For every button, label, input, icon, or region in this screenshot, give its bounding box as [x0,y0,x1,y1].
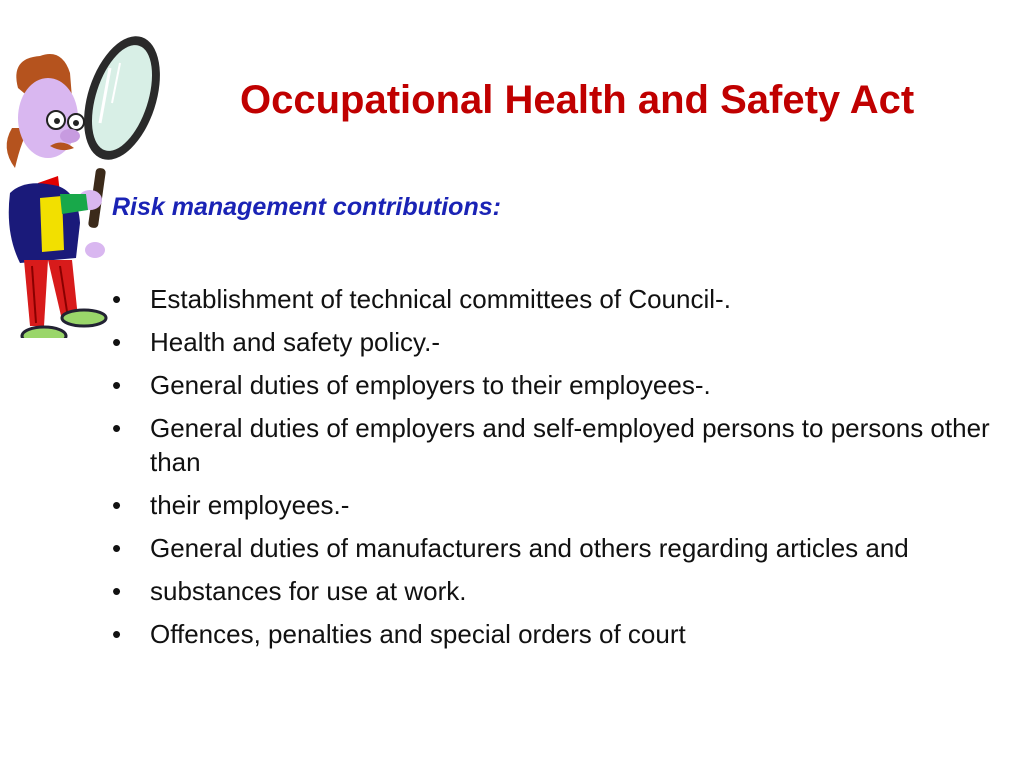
bullet-dot-icon: • [112,490,122,520]
bullet-item [110,282,990,316]
bullet-item [110,411,990,479]
bullet-item [110,574,990,608]
bullet-dot-icon: • [112,327,122,357]
bullet-text: Establishment of technical committees of Council-. [150,284,731,314]
bullet-dot-icon: • [112,370,122,400]
bullet-text: General duties of employers to their employees-. [150,370,711,400]
bullet-dot-icon: • [112,413,122,443]
bullet-item [110,488,990,522]
bullet-dot-icon: • [112,619,122,649]
bullet-text: their employees.- [150,490,350,520]
bullet-text: Health and safety policy.- [150,327,440,357]
bullet-text: substances for use at work. [150,576,467,606]
bullet-item [110,325,990,359]
bullet-item [110,531,990,565]
bullet-item [110,617,990,651]
bullet-list [110,282,990,660]
slide-subtitle: Risk management contributions: [112,193,501,221]
bullet-item [110,368,990,402]
bullet-text: Offences, penalties and special orders of court [150,619,686,649]
bullet-text: General duties of manufacturers and others regarding articles and [150,533,909,563]
bullet-text: General duties of employers and self-employed persons to persons other than [150,413,990,477]
bullet-dot-icon: • [112,284,122,314]
bullet-dot-icon: • [112,533,122,563]
slide-title: Occupational Health and Safety Act [240,78,915,122]
bullet-dot-icon: • [112,576,122,606]
